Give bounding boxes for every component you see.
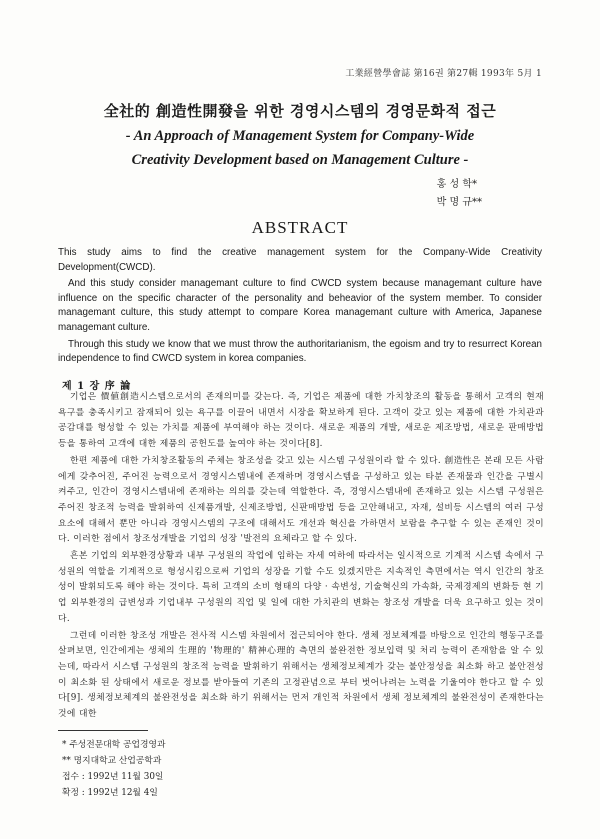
- english-title-line-2: Creativity Development based on Management Culture -: [131, 152, 469, 168]
- section-body: [58, 390, 544, 724]
- author-1: 홍 성 학*: [436, 179, 477, 190]
- footnote-affiliation-1: * 주성전문대학 공업경영과: [62, 740, 166, 750]
- footnote-accepted-date: 확정 : 1992년 12월 4일: [62, 788, 158, 798]
- footnote-received-date: 접수 : 1992년 11월 30일: [62, 772, 164, 782]
- body-paragraph-1: 기업은 價値創造시스템으로서의 존재의미를 갖는다. 즉, 기업은 제품에 대한 가치창조의 활동을 통해서 고객의 현재 욕구를 충족시키고 잠재되어 있는 욕구를 이끌어 내면서 시장을 확보하게 된다. 고객이 갖고 있는 제품에 대한 가치관과 공감대를 형성할 수 있는 가치를 제품에 부여해야 하는 것이다. 새로운 제품의 개발, 새로운 제조방법, 새로운 판매방법 등을 통하여 고객에 대한 제품의 공헌도를 높여야 하는 것이다[8].: [58, 392, 544, 450]
- author-list: [437, 176, 482, 212]
- section-heading: 제 1 장 序 論: [62, 381, 132, 392]
- body-paragraph-4: 그런데 이러한 창조성 개발은 전사적 시스템 차원에서 접근되어야 한다. 생체 정보체계를 바탕으로 인간의 행동구조를 살펴보면, 인간에게는 생체의 生理的 '物理的' 精神心理的 측면의 불완전한 정보입력 및 처리 능력이 존재함을 알 수 있는데, 따라서 시스템 구성원의 창조적 능력을 발휘하기 위해서는 생체정보체계가 갖는 불안정성을 최소화 하고 불안전성이 최소화 된 상태에서 새로운 정보를 받아들여 기존의 고정관념으로 부터 벗어나려는 노력을 기울여야 한다고 할 수 있다[9]. 생체정보체계의 불완전성을 최소화 하기 위해서는 먼저 개인적 차원에서 생체 정보체계의 불완전성이 존재한다는 것에 대한: [58, 630, 544, 720]
- running-head: 工業經營學會誌 第16권 第27輯 1993年 5月 1: [345, 69, 542, 79]
- abstract-paragraph-3: Through this study we know that we must throw the authoritarianism, the egoism and try to resurrect Korean independence to find CWCD system in korea companies.: [58, 338, 542, 365]
- body-paragraph-2: 한편 제품에 대한 가치창조활동의 주체는 창조성을 갖고 있는 시스템 구성원이라 할 수 있다. 創造性은 본래 모든 사람에게 갖추어진, 주어진 능력으로서 경영시스템내에 존재하며 경영시스템을 구성하고 있는 타분 존재물과 인간을 구별시켜주고, 인간이 경영시스템내에 존재하는 의의를 갖는데 역할한다. 즉, 경영시스템내에 존재하고 있는 시스템 구성원은 주어진 창조적 능력을 발휘하여 신제품개발, 신제조방법, 신판매방법 등을 고안해내고, 자재, 설비등 시스템의 여러 구성요소에 대해서 뿐만 아니라 경영시스템의 구조에 대해서도 개선과 혁신을 가하면서 보람을 추구할 수 있는 존재인 것이다. 이러한 점에서 창조성개발을 기업의 성장 '발전의 요체라고 할 수 있다.: [58, 455, 544, 545]
- footnote-affiliation-2: ** 명지대학교 산업공학과: [62, 756, 162, 766]
- author-2: 박 명 규**: [436, 197, 482, 208]
- footnote-divider: [58, 730, 148, 731]
- footnotes: [62, 737, 165, 801]
- abstract-paragraph-1: This study aims to find the creative management system for the Company-Wide Creativity Development(CWCD).: [58, 247, 542, 273]
- body-paragraph-3: 흔본 기업의 외부환경상황과 내부 구성원의 작업에 임하는 자세 여하에 따라서는 일시적으로 기계적 시스템 속에서 구성원의 역할을 기계적으로 형성시킴으로써 기업의 성장을 기할 수도 있겠지만은 지속적인 측면에서는 역시 인간의 창조성이 발휘되도록 해야 하는 것이다. 특히 고객의 소비 형태의 다양 · 속변성, 기술혁신의 가속화, 국제경제의 변화등 현 기업 외부환경의 급변성과 기업내부 구성원의 직업 및 일에 대한 가치관의 변화는 창조성 개발을 더욱 요구하고 있는 것이다.: [58, 551, 544, 624]
- abstract-body: [58, 246, 542, 369]
- english-title: [60, 124, 540, 172]
- korean-title: 全社的 創造性開發을 위한 경영시스템의 경영문화적 접근: [103, 102, 497, 120]
- abstract-heading: ABSTRACT: [251, 218, 349, 237]
- abstract-paragraph-2: And this study consider managemant culture to find CWCD system because managemant culture have influence on the specific character of the personality and beheavior of the system member. To consider managemant culture, this study attempt to compare Korea managemant culture with America, Japanese managemant culture.: [58, 278, 542, 333]
- english-title-line-1: - An Approach of Management System for Company-Wide: [125, 128, 475, 144]
